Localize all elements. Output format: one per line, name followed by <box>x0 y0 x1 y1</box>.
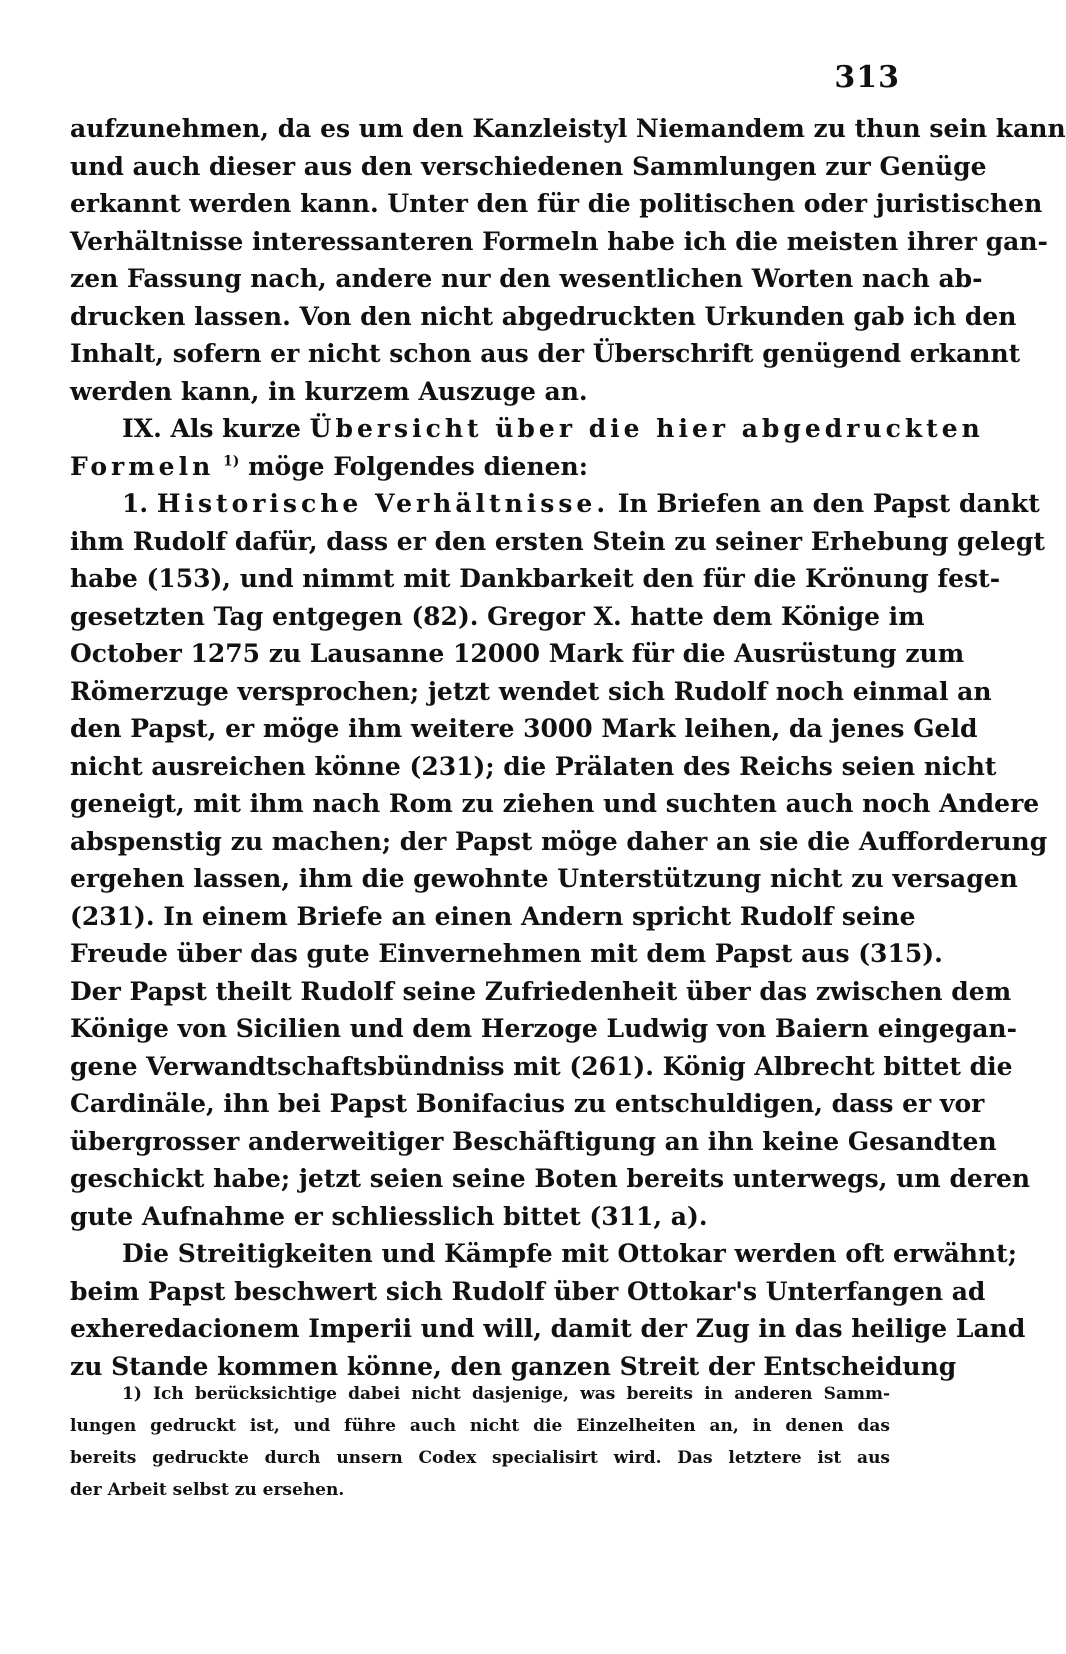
text-line: geneigt, mit ihm nach Rom zu ziehen und suchten auch noch Andere <box>70 789 1040 818</box>
text-line: den Papst, er möge ihm weitere 3000 Mark leihen, da jenes Geld <box>70 714 978 743</box>
section-heading-ix-cont <box>70 448 890 486</box>
section-heading-ix <box>70 410 984 448</box>
text-line: Cardinäle, ihn bei Papst Bonifacius zu entschuldigen, dass er vor <box>70 1089 985 1118</box>
text-line: habe (153), und nimmt mit Dankbarkeit den für die Krönung fest- <box>70 564 1001 593</box>
footnote-line: bereits gedruckte durch unsern Codex specialisirt wird. Das letztere ist aus <box>70 1448 890 1468</box>
footnote-ref: 1) <box>222 453 240 470</box>
text-line: Könige von Sicilien und dem Herzoge Ludwig von Baiern eingegan- <box>70 1014 1017 1043</box>
main-text <box>70 110 1066 1385</box>
text-line: October 1275 zu Lausanne 12000 Mark für die Ausrüstung zum <box>70 639 965 668</box>
subsection-spaced-title: Historische Verhältnisse. <box>156 489 610 518</box>
text-line: ihm Rudolf dafür, dass er den ersten Stein zu seiner Erhebung gelegt <box>70 526 1045 556</box>
text-line: gene Verwandtschaftsbündniss mit (261). König Albrecht bittet die <box>70 1051 1013 1081</box>
text-line: Freude über das gute Einvernehmen mit dem Papst aus (315). <box>70 939 943 968</box>
text-line: und auch dieser aus den verschiedenen Sammlungen zur Genüge <box>70 151 987 181</box>
text-line: werden kann, in kurzem Auszuge an. <box>70 376 588 406</box>
page-number: 313 <box>834 60 900 95</box>
section-spaced-title-cont: Formeln <box>70 451 215 481</box>
text-line: exheredacionem Imperii und will, damit der Zug in das heilige Land <box>70 1314 1026 1343</box>
text-line: Die Streitigkeiten und Kämpfe mit Ottokar werden oft erwähnt; <box>122 1239 1017 1268</box>
text-line: beim Papst beschwert sich Rudolf über Ottokar's Unterfangen ad <box>70 1276 986 1306</box>
subsection-heading-1 <box>70 485 1040 523</box>
section-rest: möge Folgendes dienen: <box>248 451 588 481</box>
text-line: (231). In einem Briefe an einen Andern spricht Rudolf seine <box>70 901 916 931</box>
text-line: gute Aufnahme er schliesslich bittet (311, a). <box>70 1201 708 1231</box>
text-line: zu Stande kommen könne, den ganzen Streit der Entscheidung <box>70 1351 957 1381</box>
footnote-line: 1) Ich berücksichtige dabei nicht dasjenige, was bereits in anderen Samm- <box>122 1384 890 1404</box>
text-line: drucken lassen. Von den nicht abgedruckten Urkunden gab ich den <box>70 301 1017 331</box>
section-lead: IX. Als kurze <box>122 414 301 443</box>
footnotes <box>70 1378 890 1506</box>
text-line: Inhalt, sofern er nicht schon aus der Überschrift genügend erkannt <box>70 339 1021 368</box>
text-line: erkannt werden kann. Unter den für die politischen oder juristischen <box>70 189 1043 218</box>
text-line: Verhältnisse interessanteren Formeln habe ich die meisten ihrer gan- <box>70 226 1048 256</box>
text-line: aufzunehmen, da es um den Kanzleistyl Niemandem zu thun sein kann <box>70 114 1066 143</box>
section-spaced-title: Übersicht über die hier abgedruckten <box>309 414 984 443</box>
text-line: gesetzten Tag entgegen (82). Gregor X. hatte dem Könige im <box>70 601 925 631</box>
text-line: zen Fassung nach, andere nur den wesentlichen Worten nach ab- <box>70 264 983 293</box>
text-line: Römerzuge versprochen; jetzt wendet sich Rudolf noch einmal an <box>70 676 992 706</box>
footnote-line: der Arbeit selbst zu ersehen. <box>70 1480 345 1500</box>
text-line: nicht ausreichen könne (231); die Prälaten des Reichs seien nicht <box>70 751 997 781</box>
text-line: Der Papst theilt Rudolf seine Zufriedenheit über das zwischen dem <box>70 976 1012 1006</box>
text-line: geschickt habe; jetzt seien seine Boten bereits unterwegs, um deren <box>70 1164 1031 1193</box>
subsection-lead: 1. <box>122 489 149 518</box>
footnote-line: lungen gedruckt ist, und führe auch nicht die Einzelheiten an, in denen das <box>70 1416 890 1436</box>
text-line: ergehen lassen, ihm die gewohnte Unterstützung nicht zu versagen <box>70 864 1018 893</box>
text-line: übergrosser anderweitiger Beschäftigung an ihn keine Gesandten <box>70 1126 997 1156</box>
subsection-rest: In Briefen an den Papst dankt <box>617 489 1040 518</box>
text-line: abspenstig zu machen; der Papst möge daher an sie die Aufforderung <box>70 826 1048 856</box>
